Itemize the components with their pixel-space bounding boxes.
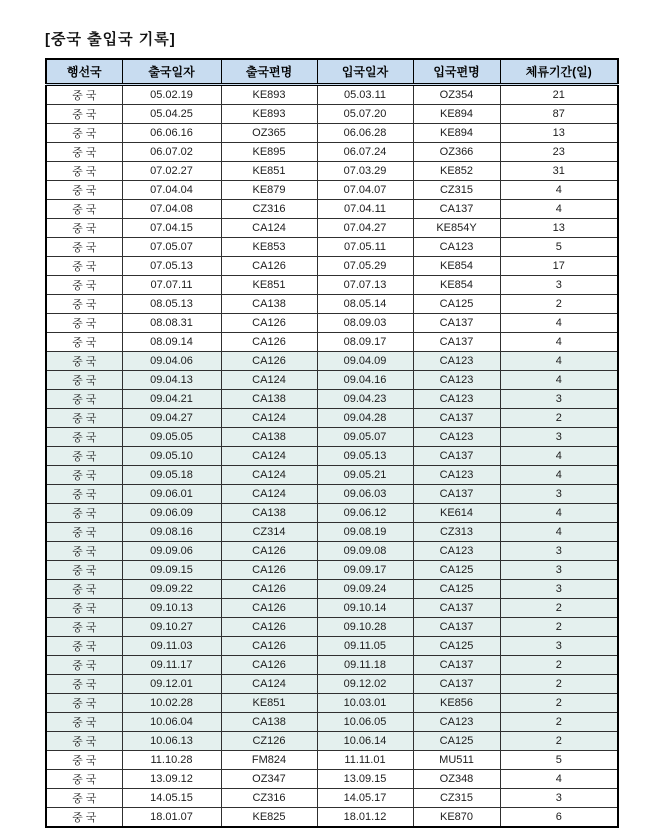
table-cell: CA137 bbox=[413, 314, 500, 333]
table-cell: 4 bbox=[500, 447, 618, 466]
table-cell: 3 bbox=[500, 428, 618, 447]
table-cell: 2 bbox=[500, 656, 618, 675]
table-cell: 중 국 bbox=[46, 352, 122, 371]
table-cell: 07.07.11 bbox=[122, 276, 221, 295]
table-row bbox=[46, 580, 618, 599]
table-cell: 09.06.03 bbox=[317, 485, 413, 504]
table-cell: CA126 bbox=[221, 333, 317, 352]
table-cell: CZ316 bbox=[221, 789, 317, 808]
table-cell: 11.11.01 bbox=[317, 751, 413, 770]
table-cell: 중 국 bbox=[46, 675, 122, 694]
table-cell: 07.04.27 bbox=[317, 219, 413, 238]
table-cell: 2 bbox=[500, 732, 618, 751]
table-cell: 18.01.07 bbox=[122, 808, 221, 828]
table-cell: 07.05.11 bbox=[317, 238, 413, 257]
table-row bbox=[46, 542, 618, 561]
table-cell: 중 국 bbox=[46, 181, 122, 200]
table-cell: 3 bbox=[500, 276, 618, 295]
table-cell: 중 국 bbox=[46, 732, 122, 751]
table-cell: OZ365 bbox=[221, 124, 317, 143]
table-cell: CA138 bbox=[221, 295, 317, 314]
table-cell: KE614 bbox=[413, 504, 500, 523]
table-cell: 중 국 bbox=[46, 599, 122, 618]
table-cell: 06.07.02 bbox=[122, 143, 221, 162]
table-cell: CZ313 bbox=[413, 523, 500, 542]
table-cell: 중 국 bbox=[46, 314, 122, 333]
table-row bbox=[46, 276, 618, 295]
table-row bbox=[46, 732, 618, 751]
table-row bbox=[46, 770, 618, 789]
table-cell: CA138 bbox=[221, 390, 317, 409]
table-cell: CA137 bbox=[413, 447, 500, 466]
table-cell: CZ315 bbox=[413, 181, 500, 200]
table-cell: CA123 bbox=[413, 542, 500, 561]
table-cell: 09.09.17 bbox=[317, 561, 413, 580]
table-cell: CA124 bbox=[221, 409, 317, 428]
table-cell: 중 국 bbox=[46, 238, 122, 257]
table-cell: KE851 bbox=[221, 694, 317, 713]
table-cell: KE851 bbox=[221, 276, 317, 295]
table-cell: 09.11.17 bbox=[122, 656, 221, 675]
table-row bbox=[46, 105, 618, 124]
table-cell: KE894 bbox=[413, 105, 500, 124]
table-cell: 09.12.01 bbox=[122, 675, 221, 694]
table-cell: 08.09.03 bbox=[317, 314, 413, 333]
table-cell: 09.09.08 bbox=[317, 542, 413, 561]
table-cell: 87 bbox=[500, 105, 618, 124]
table-row bbox=[46, 618, 618, 637]
table-cell: CA126 bbox=[221, 637, 317, 656]
column-header: 체류기간(일) bbox=[500, 59, 618, 85]
table-cell: 09.05.18 bbox=[122, 466, 221, 485]
table-row bbox=[46, 371, 618, 390]
table-cell: 중 국 bbox=[46, 447, 122, 466]
table-cell: 07.04.04 bbox=[122, 181, 221, 200]
table-cell: 중 국 bbox=[46, 713, 122, 732]
table-cell: 09.08.19 bbox=[317, 523, 413, 542]
table-cell: CA126 bbox=[221, 542, 317, 561]
table-cell: 10.06.04 bbox=[122, 713, 221, 732]
table-cell: 2 bbox=[500, 295, 618, 314]
table-cell: 18.01.12 bbox=[317, 808, 413, 828]
table-row bbox=[46, 428, 618, 447]
table-cell: CA123 bbox=[413, 466, 500, 485]
table-row bbox=[46, 238, 618, 257]
table-cell: CA137 bbox=[413, 485, 500, 504]
table-cell: 4 bbox=[500, 352, 618, 371]
table-cell: CA124 bbox=[221, 466, 317, 485]
table-cell: OZ354 bbox=[413, 85, 500, 105]
table-cell: CZ314 bbox=[221, 523, 317, 542]
table-cell: 중 국 bbox=[46, 618, 122, 637]
table-cell: KE894 bbox=[413, 124, 500, 143]
table-row bbox=[46, 656, 618, 675]
table-row bbox=[46, 694, 618, 713]
table-cell: 09.06.12 bbox=[317, 504, 413, 523]
table-row bbox=[46, 143, 618, 162]
table-cell: 09.10.13 bbox=[122, 599, 221, 618]
table-cell: 06.07.24 bbox=[317, 143, 413, 162]
table-cell: CA124 bbox=[221, 371, 317, 390]
table-cell: 09.04.13 bbox=[122, 371, 221, 390]
table-row bbox=[46, 200, 618, 219]
table-cell: 4 bbox=[500, 371, 618, 390]
table-cell: CA137 bbox=[413, 675, 500, 694]
table-row bbox=[46, 789, 618, 808]
table-cell: 4 bbox=[500, 200, 618, 219]
table-cell: KE853 bbox=[221, 238, 317, 257]
table-cell: 3 bbox=[500, 580, 618, 599]
table-cell: 08.09.17 bbox=[317, 333, 413, 352]
page-title: [중국 출입국 기록] bbox=[45, 31, 176, 48]
table-cell: 4 bbox=[500, 314, 618, 333]
table-cell: 09.11.03 bbox=[122, 637, 221, 656]
table-cell: 5 bbox=[500, 751, 618, 770]
table-cell: FM824 bbox=[221, 751, 317, 770]
table-row bbox=[46, 409, 618, 428]
table-row bbox=[46, 314, 618, 333]
table-cell: CA137 bbox=[413, 333, 500, 352]
table-cell: OZ348 bbox=[413, 770, 500, 789]
table-cell: 6 bbox=[500, 808, 618, 828]
table-cell: 4 bbox=[500, 466, 618, 485]
table-row bbox=[46, 447, 618, 466]
table-cell: 14.05.15 bbox=[122, 789, 221, 808]
table-cell: 3 bbox=[500, 542, 618, 561]
table-cell: 2 bbox=[500, 618, 618, 637]
table-cell: 09.12.02 bbox=[317, 675, 413, 694]
table-cell: CA138 bbox=[221, 428, 317, 447]
table-cell: 07.02.27 bbox=[122, 162, 221, 181]
table-cell: 13 bbox=[500, 124, 618, 143]
table-cell: MU511 bbox=[413, 751, 500, 770]
table-cell: CZ126 bbox=[221, 732, 317, 751]
table-cell: 중 국 bbox=[46, 751, 122, 770]
table-cell: 07.05.07 bbox=[122, 238, 221, 257]
table-cell: 09.06.01 bbox=[122, 485, 221, 504]
table-row bbox=[46, 181, 618, 200]
table-cell: 07.04.11 bbox=[317, 200, 413, 219]
table-cell: 중 국 bbox=[46, 808, 122, 828]
table-cell: CA124 bbox=[221, 219, 317, 238]
table-cell: CA126 bbox=[221, 561, 317, 580]
table-cell: 07.05.13 bbox=[122, 257, 221, 276]
table-cell: 09.05.07 bbox=[317, 428, 413, 447]
table-row bbox=[46, 390, 618, 409]
table-cell: KE854 bbox=[413, 276, 500, 295]
table-cell: KE870 bbox=[413, 808, 500, 828]
table-cell: 중 국 bbox=[46, 162, 122, 181]
table-cell: 2 bbox=[500, 409, 618, 428]
table-row bbox=[46, 257, 618, 276]
table-cell: CA126 bbox=[221, 618, 317, 637]
table-cell: 중 국 bbox=[46, 257, 122, 276]
table-cell: 05.03.11 bbox=[317, 85, 413, 105]
table-cell: 09.11.18 bbox=[317, 656, 413, 675]
table-cell: 09.05.13 bbox=[317, 447, 413, 466]
table-row bbox=[46, 295, 618, 314]
table-cell: CA124 bbox=[221, 485, 317, 504]
table-cell: KE893 bbox=[221, 85, 317, 105]
table-cell: CA125 bbox=[413, 561, 500, 580]
table-cell: 13.09.15 bbox=[317, 770, 413, 789]
table-cell: 09.04.23 bbox=[317, 390, 413, 409]
table-row bbox=[46, 85, 618, 105]
table-cell: 중 국 bbox=[46, 371, 122, 390]
table-cell: KE895 bbox=[221, 143, 317, 162]
table-row bbox=[46, 713, 618, 732]
table-body bbox=[46, 85, 618, 828]
table-cell: 07.04.08 bbox=[122, 200, 221, 219]
table-cell: 09.04.06 bbox=[122, 352, 221, 371]
table-cell: 중 국 bbox=[46, 428, 122, 447]
table-cell: 중 국 bbox=[46, 637, 122, 656]
table-cell: 중 국 bbox=[46, 409, 122, 428]
table-row bbox=[46, 675, 618, 694]
table-cell: 17 bbox=[500, 257, 618, 276]
table-row bbox=[46, 124, 618, 143]
table-row bbox=[46, 333, 618, 352]
column-header: 출국편명 bbox=[221, 59, 317, 85]
table-row bbox=[46, 219, 618, 238]
table-cell: CA125 bbox=[413, 580, 500, 599]
table-cell: 09.04.16 bbox=[317, 371, 413, 390]
table-cell: 2 bbox=[500, 694, 618, 713]
table-cell: CA126 bbox=[221, 656, 317, 675]
table-cell: 23 bbox=[500, 143, 618, 162]
column-header: 입국일자 bbox=[317, 59, 413, 85]
table-cell: 09.05.21 bbox=[317, 466, 413, 485]
table-cell: 중 국 bbox=[46, 504, 122, 523]
table-cell: 4 bbox=[500, 523, 618, 542]
table-cell: 중 국 bbox=[46, 143, 122, 162]
table-cell: CA126 bbox=[221, 352, 317, 371]
table-cell: 5 bbox=[500, 238, 618, 257]
table-cell: KE825 bbox=[221, 808, 317, 828]
table-cell: 09.04.21 bbox=[122, 390, 221, 409]
table-cell: 2 bbox=[500, 713, 618, 732]
column-header: 행선국 bbox=[46, 59, 122, 85]
table-cell: 중 국 bbox=[46, 561, 122, 580]
table-cell: OZ366 bbox=[413, 143, 500, 162]
table-cell: 07.03.29 bbox=[317, 162, 413, 181]
table-cell: CA123 bbox=[413, 352, 500, 371]
table-cell: 08.08.31 bbox=[122, 314, 221, 333]
table-row bbox=[46, 523, 618, 542]
table-cell: CA123 bbox=[413, 390, 500, 409]
table-cell: CZ316 bbox=[221, 200, 317, 219]
table-cell: 중 국 bbox=[46, 390, 122, 409]
table-cell: CA138 bbox=[221, 504, 317, 523]
table-cell: 2 bbox=[500, 599, 618, 618]
table-cell: 08.09.14 bbox=[122, 333, 221, 352]
table-cell: 중 국 bbox=[46, 656, 122, 675]
header-row bbox=[46, 59, 618, 85]
table-cell: OZ347 bbox=[221, 770, 317, 789]
table-cell: 중 국 bbox=[46, 333, 122, 352]
table-cell: 4 bbox=[500, 504, 618, 523]
table-row bbox=[46, 751, 618, 770]
table-cell: KE893 bbox=[221, 105, 317, 124]
table-cell: 중 국 bbox=[46, 542, 122, 561]
table-cell: 10.06.05 bbox=[317, 713, 413, 732]
table-cell: 2 bbox=[500, 675, 618, 694]
table-cell: 중 국 bbox=[46, 580, 122, 599]
table-cell: 중 국 bbox=[46, 523, 122, 542]
table-cell: 09.10.28 bbox=[317, 618, 413, 637]
table-cell: 09.10.14 bbox=[317, 599, 413, 618]
table-cell: 09.11.05 bbox=[317, 637, 413, 656]
table-cell: 4 bbox=[500, 181, 618, 200]
table-cell: CA137 bbox=[413, 656, 500, 675]
table-cell: 4 bbox=[500, 770, 618, 789]
table-cell: 3 bbox=[500, 637, 618, 656]
table-cell: 09.06.09 bbox=[122, 504, 221, 523]
table-cell: CA123 bbox=[413, 238, 500, 257]
table-row bbox=[46, 485, 618, 504]
table-row bbox=[46, 599, 618, 618]
table-cell: 중 국 bbox=[46, 219, 122, 238]
table-cell: 10.06.14 bbox=[317, 732, 413, 751]
table-cell: CA123 bbox=[413, 428, 500, 447]
table-cell: 09.09.15 bbox=[122, 561, 221, 580]
table-cell: 14.05.17 bbox=[317, 789, 413, 808]
table-cell: CA137 bbox=[413, 200, 500, 219]
table-cell: 중 국 bbox=[46, 694, 122, 713]
table-cell: CA125 bbox=[413, 732, 500, 751]
table-cell: CA124 bbox=[221, 675, 317, 694]
table-cell: KE854Y bbox=[413, 219, 500, 238]
table-cell: KE854 bbox=[413, 257, 500, 276]
table-cell: 09.08.16 bbox=[122, 523, 221, 542]
table-cell: 21 bbox=[500, 85, 618, 105]
table-cell: 중 국 bbox=[46, 466, 122, 485]
table-row bbox=[46, 637, 618, 656]
table-cell: KE851 bbox=[221, 162, 317, 181]
table-cell: 09.05.05 bbox=[122, 428, 221, 447]
table-cell: 중 국 bbox=[46, 105, 122, 124]
table-cell: CZ315 bbox=[413, 789, 500, 808]
table-cell: 07.07.13 bbox=[317, 276, 413, 295]
table-cell: 09.09.22 bbox=[122, 580, 221, 599]
table-cell: 10.02.28 bbox=[122, 694, 221, 713]
table-cell: 05.02.19 bbox=[122, 85, 221, 105]
table-cell: CA137 bbox=[413, 599, 500, 618]
table-cell: CA125 bbox=[413, 295, 500, 314]
table-cell: CA123 bbox=[413, 713, 500, 732]
table-cell: 중 국 bbox=[46, 485, 122, 504]
table-cell: CA126 bbox=[221, 257, 317, 276]
table-cell: 13.09.12 bbox=[122, 770, 221, 789]
entry-exit-records-table bbox=[45, 58, 619, 828]
table-cell: 09.05.10 bbox=[122, 447, 221, 466]
table-cell: 06.06.28 bbox=[317, 124, 413, 143]
table-cell: 중 국 bbox=[46, 200, 122, 219]
table-cell: KE852 bbox=[413, 162, 500, 181]
column-header: 출국일자 bbox=[122, 59, 221, 85]
table-cell: 07.04.07 bbox=[317, 181, 413, 200]
table-cell: KE879 bbox=[221, 181, 317, 200]
table-cell: 4 bbox=[500, 333, 618, 352]
table-cell: CA123 bbox=[413, 371, 500, 390]
table-cell: 중 국 bbox=[46, 276, 122, 295]
table-row bbox=[46, 561, 618, 580]
table-cell: CA137 bbox=[413, 618, 500, 637]
table-cell: KE856 bbox=[413, 694, 500, 713]
table-cell: 중 국 bbox=[46, 295, 122, 314]
table-cell: 중 국 bbox=[46, 85, 122, 105]
column-header: 입국편명 bbox=[413, 59, 500, 85]
table-cell: CA137 bbox=[413, 409, 500, 428]
table-cell: 09.04.09 bbox=[317, 352, 413, 371]
table-cell: 07.04.15 bbox=[122, 219, 221, 238]
table-cell: 05.07.20 bbox=[317, 105, 413, 124]
table-cell: 08.05.13 bbox=[122, 295, 221, 314]
table-cell: 06.06.16 bbox=[122, 124, 221, 143]
table-cell: 09.09.06 bbox=[122, 542, 221, 561]
table-cell: CA138 bbox=[221, 713, 317, 732]
table-row bbox=[46, 162, 618, 181]
table-cell: 3 bbox=[500, 561, 618, 580]
table-cell: CA126 bbox=[221, 580, 317, 599]
table-cell: 09.09.24 bbox=[317, 580, 413, 599]
table-cell: CA126 bbox=[221, 314, 317, 333]
table-cell: 05.04.25 bbox=[122, 105, 221, 124]
table-cell: 31 bbox=[500, 162, 618, 181]
table-cell: 3 bbox=[500, 485, 618, 504]
table-cell: 3 bbox=[500, 390, 618, 409]
table-cell: 중 국 bbox=[46, 789, 122, 808]
table-cell: 09.04.28 bbox=[317, 409, 413, 428]
table-cell: 10.03.01 bbox=[317, 694, 413, 713]
table-cell: 11.10.28 bbox=[122, 751, 221, 770]
table-cell: 09.10.27 bbox=[122, 618, 221, 637]
table-cell: CA124 bbox=[221, 447, 317, 466]
table-cell: CA126 bbox=[221, 599, 317, 618]
table-row bbox=[46, 808, 618, 828]
table-cell: 07.05.29 bbox=[317, 257, 413, 276]
table-row bbox=[46, 466, 618, 485]
table-cell: 09.04.27 bbox=[122, 409, 221, 428]
table-cell: 10.06.13 bbox=[122, 732, 221, 751]
table-cell: 중 국 bbox=[46, 770, 122, 789]
table-row bbox=[46, 504, 618, 523]
table-header bbox=[46, 59, 618, 85]
table-cell: 3 bbox=[500, 789, 618, 808]
table-cell: 08.05.14 bbox=[317, 295, 413, 314]
table-cell: CA125 bbox=[413, 637, 500, 656]
table-row bbox=[46, 352, 618, 371]
table-cell: 중 국 bbox=[46, 124, 122, 143]
table-cell: 13 bbox=[500, 219, 618, 238]
